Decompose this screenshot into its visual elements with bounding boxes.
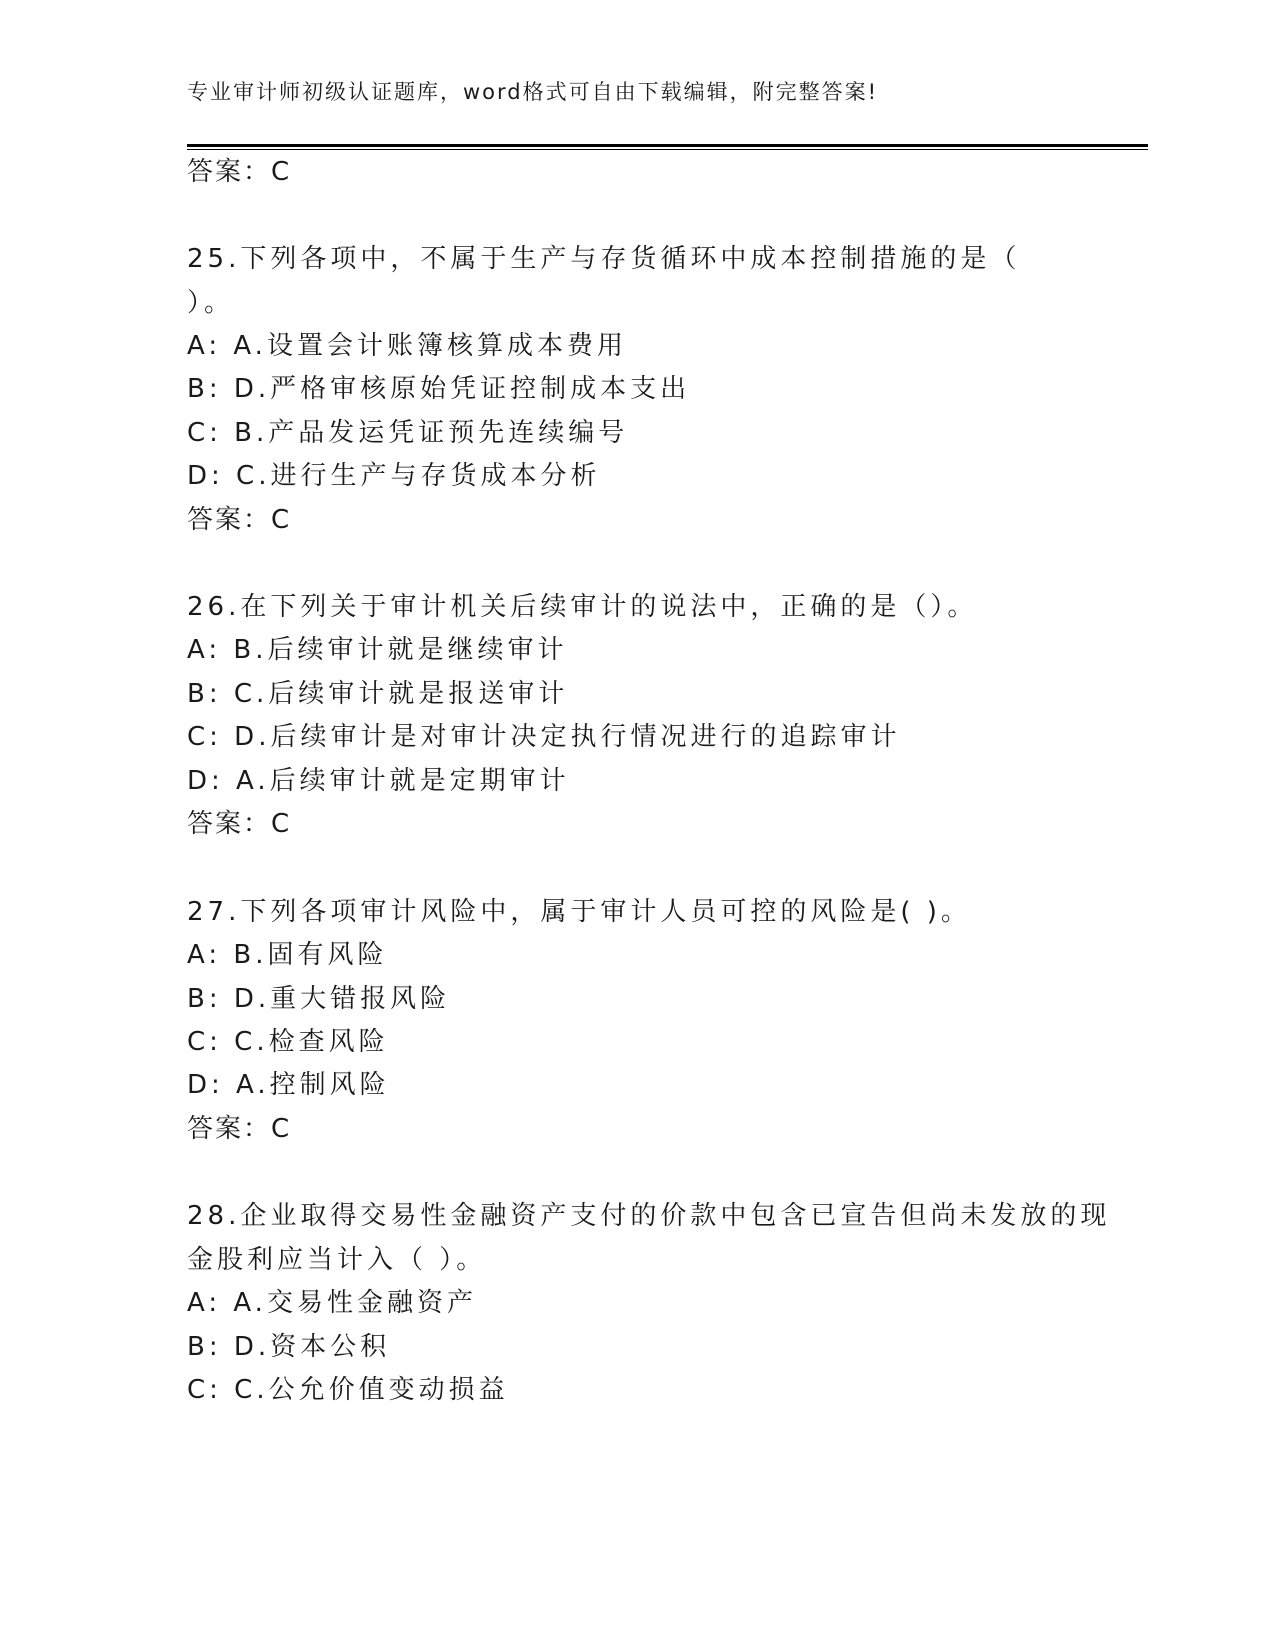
header-note: 专业审计师初级认证题库，word格式可自由下载编辑，附完整答案! xyxy=(187,80,879,104)
question-26-option-b: B: C.后续审计就是报送审计 xyxy=(187,679,569,709)
question-28-option-b: B: D.资本公积 xyxy=(187,1332,391,1362)
question-25-answer: 答案：C xyxy=(187,505,292,535)
previous-answer: 答案：C xyxy=(187,157,292,187)
question-28-stem-line-2: 金股利应当计入（ ）。 xyxy=(187,1245,487,1275)
question-27-option-a: A: B.固有风险 xyxy=(187,940,388,970)
question-27-option-c: C: C.检查风险 xyxy=(187,1027,389,1057)
question-25-option-a: A: A.设置会计账簿核算成本费用 xyxy=(187,331,627,361)
question-25-option-c: C: B.产品发运凭证预先连续编号 xyxy=(187,418,629,448)
question-25-stem-line-1: 25.下列各项中，不属于生产与存货循环中成本控制措施的是（ xyxy=(187,244,1021,274)
header-rule xyxy=(187,144,1148,147)
question-27-answer: 答案：C xyxy=(187,1114,292,1144)
question-26-option-c: C: D.后续审计是对审计决定执行情况进行的追踪审计 xyxy=(187,722,901,752)
question-26-option-d: D: A.后续审计就是定期审计 xyxy=(187,766,570,796)
question-26-stem-line-1: 26.在下列关于审计机关后续审计的说法中，正确的是（）。 xyxy=(187,592,978,622)
question-28-stem-line-1: 28.企业取得交易性金融资产支付的价款中包含已宣告但尚未发放的现 xyxy=(187,1201,1111,1231)
question-28-option-a: A: A.交易性金融资产 xyxy=(187,1288,477,1318)
question-27-stem-line-1: 27.下列各项审计风险中，属于审计人员可控的风险是( )。 xyxy=(187,897,971,927)
question-25-option-b: B: D.严格审核原始凭证控制成本支出 xyxy=(187,374,691,404)
question-28-option-c: C: C.公允价值变动损益 xyxy=(187,1375,509,1405)
header-rule-thin xyxy=(187,149,1148,150)
question-27-option-d: D: A.控制风险 xyxy=(187,1070,390,1100)
question-27-option-b: B: D.重大错报风险 xyxy=(187,984,451,1014)
question-25-stem-line-2: ）。 xyxy=(187,288,235,318)
question-25-option-d: D: C.进行生产与存货成本分析 xyxy=(187,461,601,491)
question-26-option-a: A: B.后续审计就是继续审计 xyxy=(187,635,568,665)
question-26-answer: 答案：C xyxy=(187,809,292,839)
